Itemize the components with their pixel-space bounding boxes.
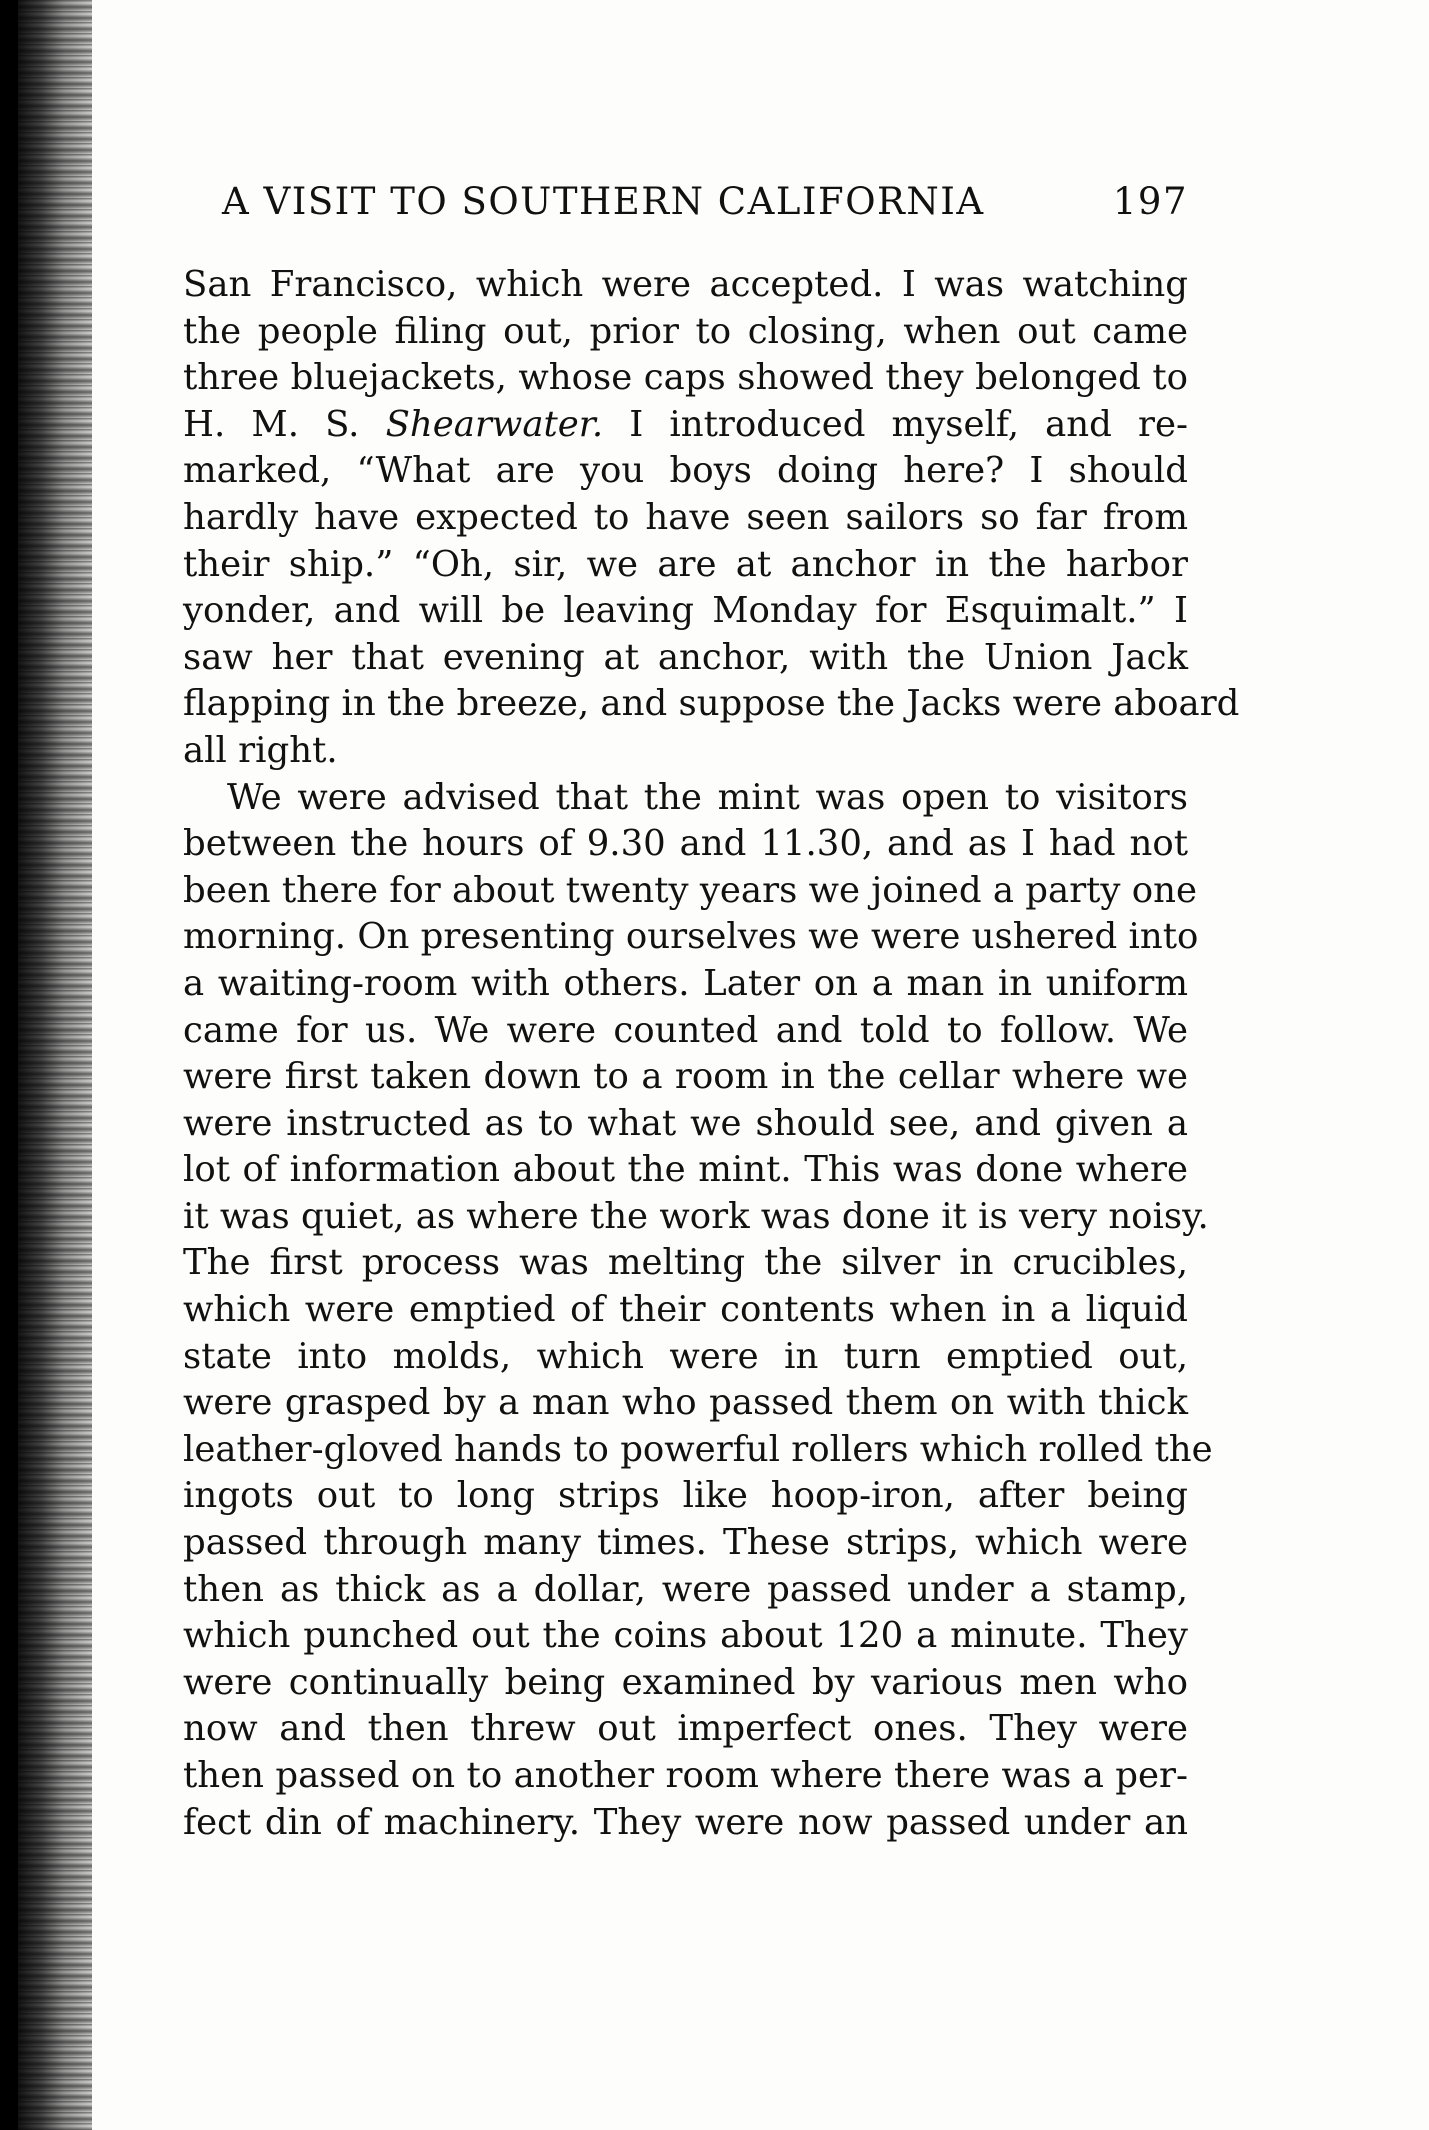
text-line: were grasped by a man who passed them on with thick	[183, 1382, 1188, 1424]
text-line: it was quiet, as where the work was done it is very noisy.	[183, 1195, 1209, 1237]
line-segment: I introduced myself, and re-	[603, 403, 1188, 445]
text-line: which punched out the coins about 120 a minute. They	[183, 1615, 1188, 1657]
text-line: the people filing out, prior to closing, when out came	[183, 310, 1188, 352]
text-line: passed through many times. These strips, which were	[183, 1522, 1188, 1564]
text-line: morning. On presenting ourselves we were ushered into	[183, 916, 1199, 958]
text-line: fect din of machinery. They were now passed under an	[183, 1801, 1188, 1843]
text-line: all right.	[183, 729, 338, 771]
text-line: been there for about twenty years we joined a party one	[183, 869, 1198, 911]
line-segment: H. M. S.	[183, 403, 386, 445]
text-line: now and then threw out imperfect ones. They were	[183, 1708, 1188, 1750]
text-line: were instructed as to what we should see, and given a	[183, 1102, 1188, 1144]
text-line: yonder, and will be leaving Monday for Esquimalt.” I	[183, 590, 1188, 632]
text-line: were continually being examined by various men who	[183, 1661, 1188, 1703]
text-line: The first process was melting the silver in crucibles,	[183, 1242, 1188, 1284]
text-line: flapping in the breeze, and suppose the Jacks were aboard	[183, 683, 1240, 725]
ship-name: Shearwater.	[385, 403, 604, 445]
text-line: hardly have expected to have seen sailors so far from	[183, 496, 1188, 538]
text-line: then passed on to another room where there was a per-	[183, 1755, 1188, 1796]
text-line: marked, “What are you boys doing here? I should	[183, 450, 1188, 492]
text-line: saw her that evening at anchor, with the Union Jack	[183, 636, 1188, 678]
text-line: were first taken down to a room in the cellar where we	[183, 1056, 1188, 1098]
text-line: which were emptied of their contents when in a liquid	[183, 1289, 1188, 1331]
running-header	[222, 172, 1188, 232]
text-line: state into molds, which were in turn emptied out,	[183, 1335, 1188, 1377]
binding-gutter-edge	[0, 0, 18, 2130]
body-text	[183, 262, 1240, 1846]
text-line: then as thick as a dollar, were passed under a stamp,	[183, 1568, 1188, 1610]
text-line: ingots out to long strips like hoop-iron, after being	[183, 1475, 1188, 1517]
text-line: came for us. We were counted and told to follow. We	[183, 1009, 1188, 1051]
text-line: lot of information about the mint. This was done where	[183, 1149, 1188, 1191]
text-line: three bluejackets, whose caps showed they belonged to	[183, 357, 1188, 399]
text-line: San Francisco, which were accepted. I was watching	[183, 264, 1188, 305]
text-line: between the hours of 9.30 and 11.30, and as I had not	[183, 823, 1188, 865]
text-line: leather-gloved hands to powerful rollers which rolled the	[183, 1428, 1213, 1470]
text-line: their ship.” “Oh, sir, we are at anchor in the harbor	[183, 543, 1188, 585]
text-line: We were advised that the mint was open to visitors	[227, 776, 1188, 818]
text-line: a waiting-room with others. Later on a man in uniform	[183, 962, 1188, 1004]
text-line	[183, 402, 1188, 449]
running-title: A VISIT TO SOUTHERN CALIFORNIA	[222, 180, 985, 223]
page-number: 197	[1112, 180, 1188, 223]
